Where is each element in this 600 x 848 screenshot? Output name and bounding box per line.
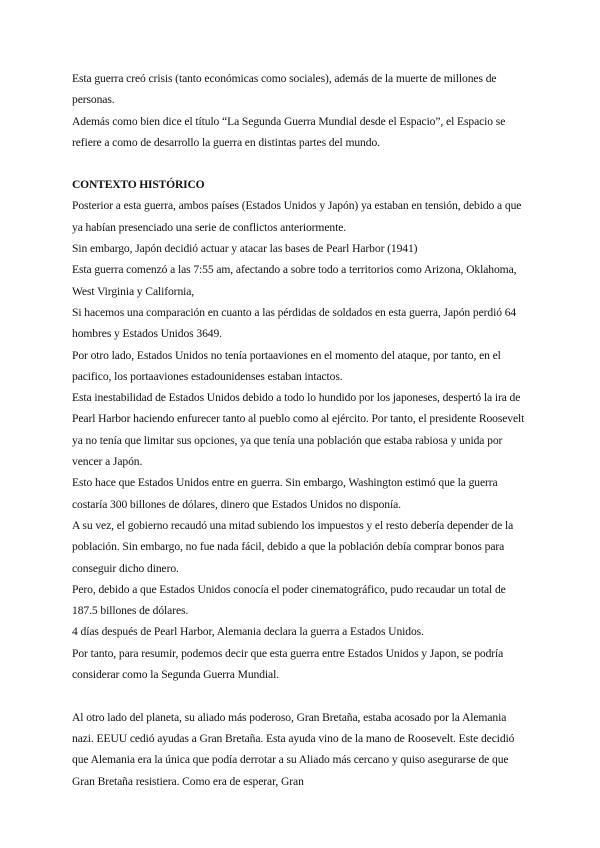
section-paragraph: Esto hace que Estados Unidos entre en guerra. Sin embargo, Washington estimó que la guerra costaría 300 billones de dólares, dinero que Estados Unidos no disponía. [72,476,498,511]
section-paragraph: Si hacemos una comparación en cuanto a las pérdidas de soldados en esta guerra, Japón perdió 64 hombres y Estados Unidos 3649. [72,305,517,341]
section-paragraph: Esta guerra comenzó a las 7:55 am, afectando a sobre todo a territorios como Arizona, Oklahoma, West Virginia y California, [72,263,517,298]
section-paragraph: Por tanto, para resumir, podemos decir que esta guerra entre Estados Unidos y Japon, se podría considerar como la Segunda Guerra Mundial. [72,646,504,682]
document-body [72,68,530,792]
intro-paragraph-1: Esta guerra creó crisis (tanto económicas como sociales), además de la muerte de millones de personas. [72,72,497,107]
section-paragraph: Esta inestabilidad de Estados Unidos debido a todo lo hundido por los japoneses, despertó la ira de Pearl Harbor haciendo enfurecer tanto al pueblo como al ejército. Por tanto, el presidente Roosevelt ya no tenía que limitar sus opciones, ya que tenía una población que estaba rabiosa y unida por vencer a Japón. [72,391,525,469]
closing-paragraph: Al otro lado del planeta, su aliado más poderoso, Gran Bretaña, estaba acosado por la Alemania nazi. EEUU cedió ayudas a Gran Bretaña. Esta ayuda vino de la mano de Roosevelt. Este decidió que Alemania era la única que podía derrotar a su Aliado más cercano y quiso asegurarse de que Gran Bretaña resistiera. Como era de esperar, Gran [72,710,515,788]
intro-paragraph-2: Además como bien dice el título “La Segunda Guerra Mundial desde el Espacio”, el Espacio se refiere a como de desarrollo la guerra en distintas partes del mundo. [72,114,506,149]
section-heading: CONTEXTO HISTÓRICO [72,178,205,192]
section-paragraph: Por otro lado, Estados Unidos no tenía portaaviones en el momento del ataque, por tanto, en el pacifico, los portaaviones estadounidenses estaban intactos. [72,348,501,383]
paragraph-spacer [72,685,530,706]
section-paragraph: Sin embargo, Japón decidió actuar y atacar las bases de Pearl Harbor (1941) [72,242,418,256]
section-paragraph: 4 días después de Pearl Harbor, Alemania declara la guerra a Estados Unidos. [72,625,424,639]
section-paragraph: Posterior a esta guerra, ambos países (Estados Unidos y Japón) ya estaban en tensión, debido a que ya habían presenciado una serie de conflictos anteriormente. [72,199,522,234]
section-paragraph: Pero, debido a que Estados Unidos conocía el poder cinematográfico, pudo recaudar un total de 187.5 billones de dólares. [72,582,506,618]
section-paragraph: A su vez, el gobierno recaudó una mitad subiendo los impuestos y el resto debería depender de la población. Sin embargo, no fue nada fácil, debido a que la población debía comprar bonos para conseguir dicho dinero. [72,518,514,575]
